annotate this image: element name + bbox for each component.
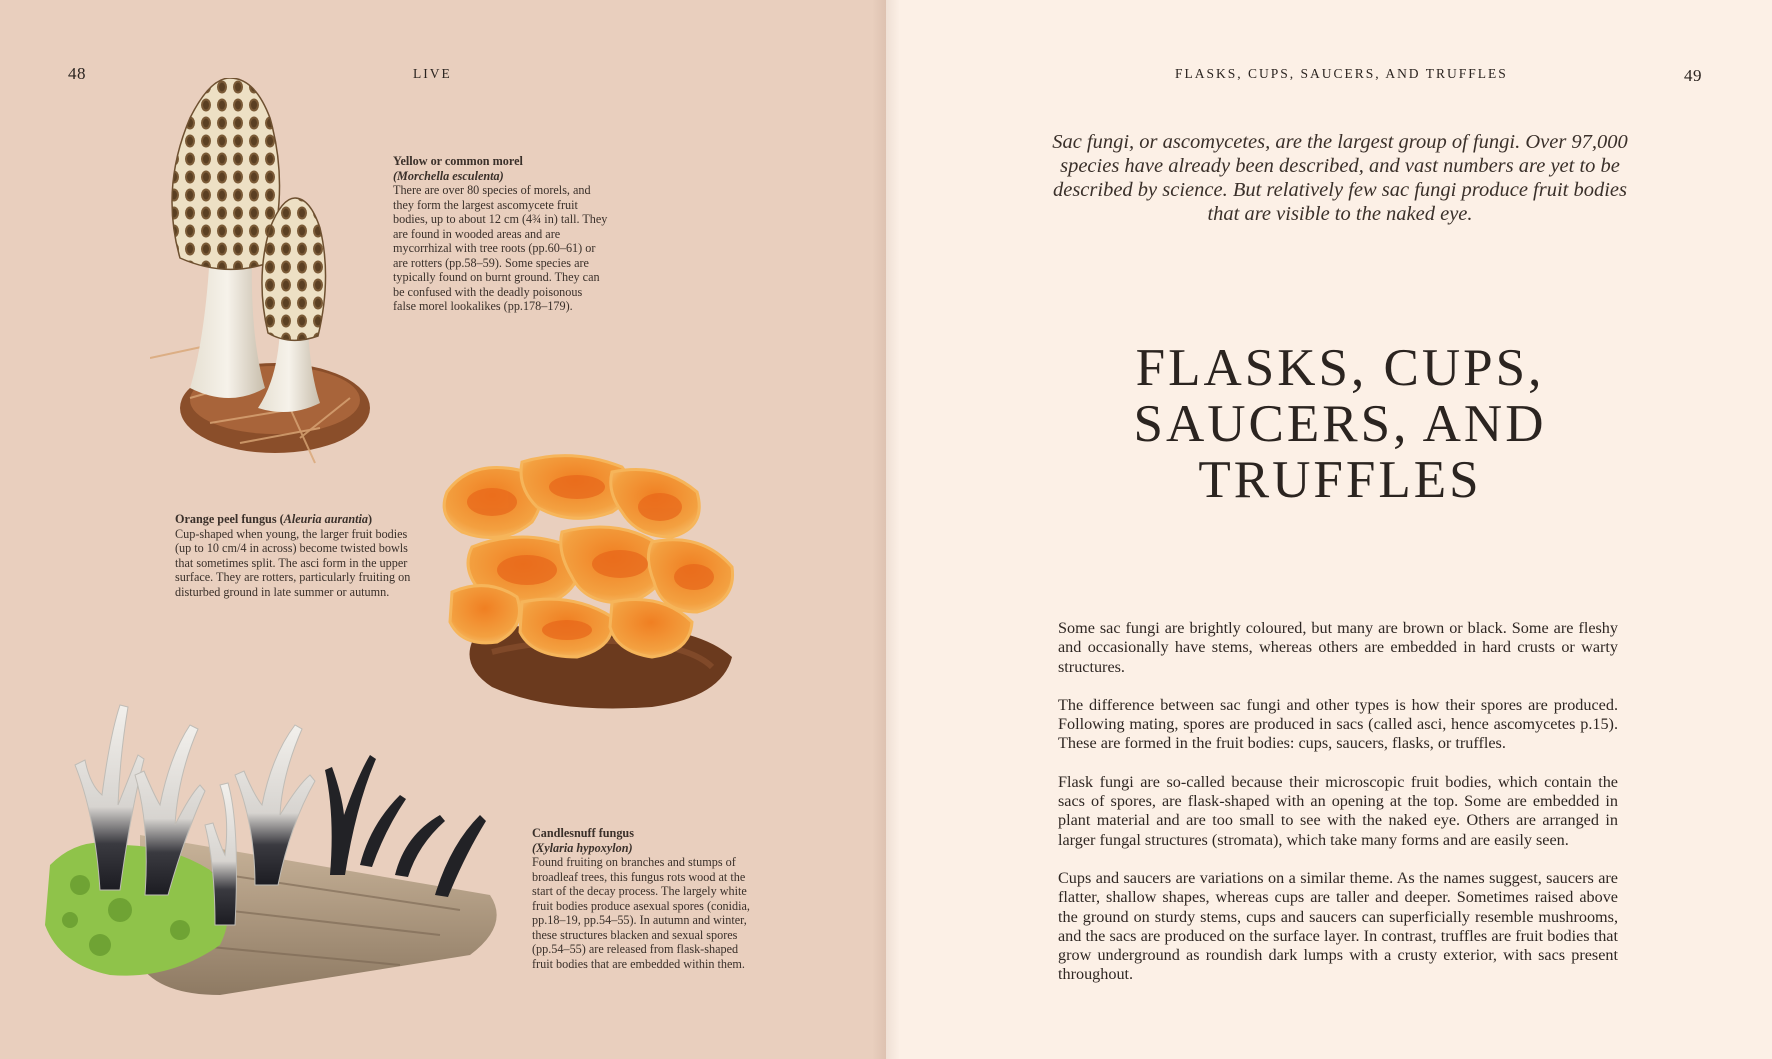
body-paragraph-1: Some sac fungi are brightly coloured, but many are brown or black. Some are fleshy and occasionally have stems, whereas others are embedded in hard crusts or warty structures. [1058, 619, 1618, 676]
caption-morel-body: There are over 80 species of morels, and they form the largest ascomycete fruit bodies, up to about 12 cm (4¾ in) tall. They are found in wooded areas and are mycorrhizal with tree roots (pp.60–61) or are rotters (pp.58–59). Some species are typically found on burnt ground. They can be confused with the deadly poisonous false morel lookalikes (pp.178–179). [393, 183, 608, 313]
folio-right: 49 [1684, 66, 1702, 85]
caption-morel-latin: (Morchella esculenta) [393, 168, 504, 183]
chapter-title [1040, 340, 1640, 508]
morel-illustration [150, 78, 390, 478]
caption-candlesnuff-body: Found fruiting on branches and stumps of broadleaf trees, this fungus rots wood at the start of the decay process. The largely white fruit bodies produce asexual spores (conidia, pp.18–19, pp.54–55). In autumn and winter, these structures blacken and sexual spores (pp.54–55) are released from flask-shaped fruit bodies that are embedded within them. [532, 855, 750, 971]
caption-candlesnuff [532, 826, 762, 971]
chapter-intro: Sac fungi, or ascomycetes, are the largest group of fungi. Over 97,000 species have already been described, and vast numbers are yet to be described by science. But relatively few sac fungi produce fruit bodies that are visible to the naked eye. [1052, 131, 1628, 225]
caption-orange-peel-title: Orange peel fungus (Aleuria aurantia) [175, 512, 373, 526]
orange-peel-fungus-illustration [432, 452, 752, 722]
candlesnuff-fungus-illustration [40, 695, 520, 995]
caption-morel [393, 154, 608, 314]
running-head-left: LIVE [413, 66, 452, 81]
chapter-title-line-3: TRUFFLES [1198, 451, 1482, 509]
folio-left: 48 [68, 64, 86, 83]
caption-orange-peel [175, 512, 415, 599]
running-head-right: FLASKS, CUPS, SAUCERS, AND TRUFFLES [1175, 66, 1508, 81]
chapter-title-line-2: SAUCERS, AND [1133, 395, 1547, 453]
body-paragraph-3: Flask fungi are so-called because their microscopic fruit bodies, which contain the sacs of spores, are flask-shaped with an opening at the top. Some are embedded in plant material and are too small to see with the naked eye. Others are arranged in larger fungal structures (stromata), which take many forms and are easily seen. [1058, 772, 1618, 849]
caption-candlesnuff-title: Candlesnuff fungus [532, 826, 634, 840]
body-text [1058, 619, 1618, 1004]
caption-orange-peel-body: Cup-shaped when young, the larger fruit bodies (up to 10 cm/4 in across) become twisted bowls that sometimes split. The asci form in the upper surface. They are rotters, particularly fruiting on disturbed ground in late summer or autumn. [175, 526, 411, 599]
body-paragraph-2: The difference between sac fungi and other types is how their spores are produced. Following mating, spores are produced in sacs (called asci, hence ascomycetes p.15). These are formed in the fruit bodies: cups, saucers, flasks, or truffles. [1058, 695, 1618, 753]
body-paragraph-4: Cups and saucers are variations on a similar theme. As the names suggest, saucers are flatter, shallow shapes, whereas cups are taller and deeper. Sometimes raised above the ground on sturdy stems, cups and saucers can superficially resemble mushrooms, and the sacs are produced on the surface layer. In contrast, truffles are fruit bodies that grow underground as roundish dark lumps with a crusty exterior, with sacs present throughout. [1058, 868, 1618, 984]
caption-morel-title: Yellow or common morel [393, 154, 523, 168]
caption-candlesnuff-latin: (Xylaria hypoxylon) [532, 840, 633, 855]
chapter-title-line-1: FLASKS, CUPS, [1135, 339, 1545, 397]
